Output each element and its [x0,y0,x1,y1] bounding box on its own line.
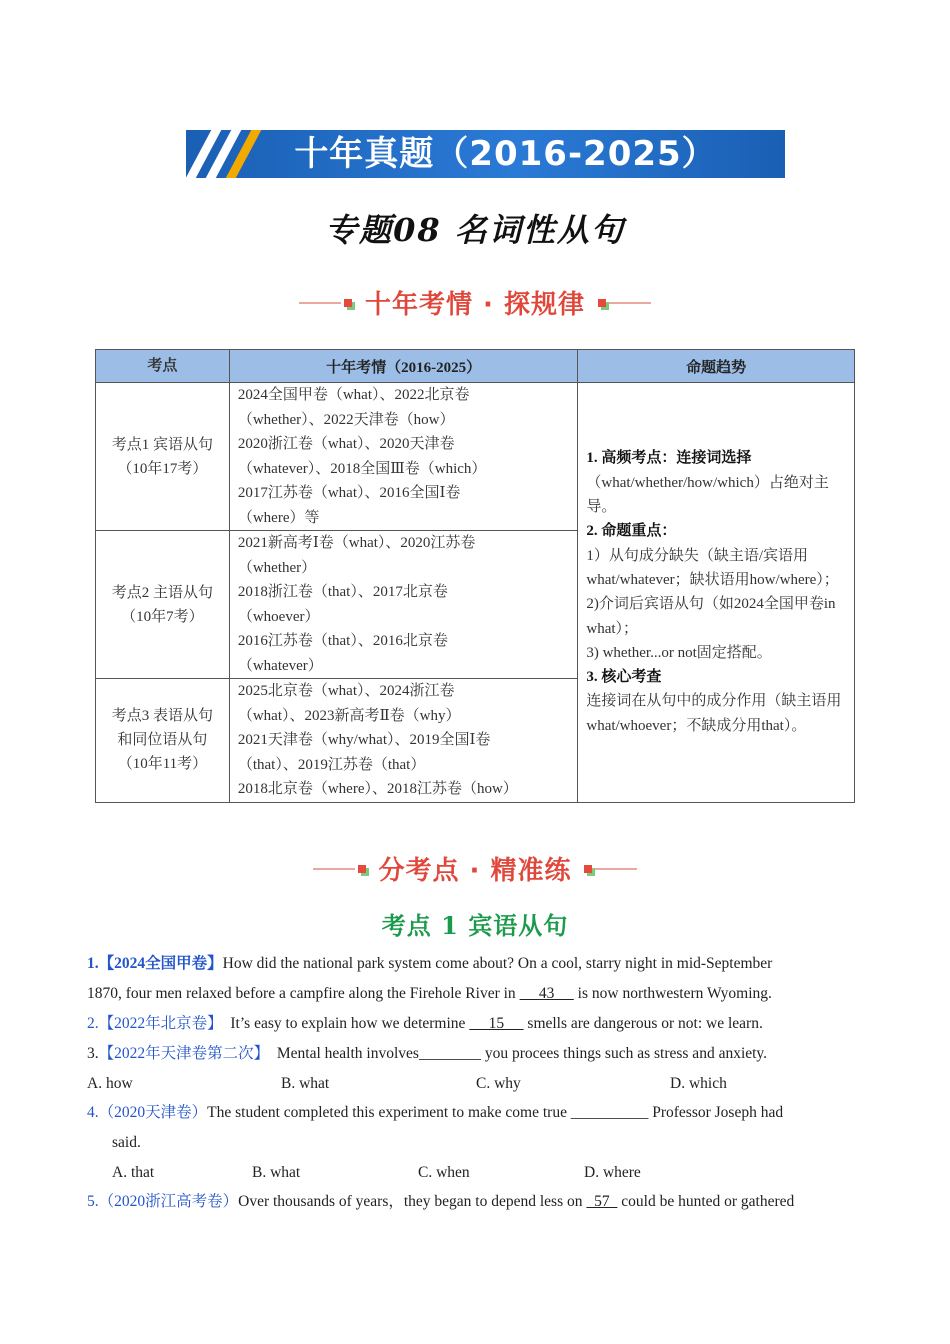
page-title: 专题08 名词性从句 [325,211,625,249]
answer-blank: 57 [586,1193,618,1210]
kaodian-title: 考点 1 宾语从句 [381,911,569,940]
banner-title: 十年真题（2016-2025） [294,134,717,174]
point-cell: 考点3 表语从句 和同位语从句 （10年11考） [96,679,230,803]
history-cell: 2024全国甲卷（what）、2022北京卷 （whether）、2022天津卷（how） 2020浙江卷（what）、2020天津卷 （whatever）、2018全国Ⅲ卷（which） 2017江苏卷（what）、2016全国Ⅰ卷 （where）等 [229,383,578,531]
square-icon [344,299,352,307]
option-c[interactable]: C. why [476,1075,521,1092]
square-icon [358,865,366,873]
section-title: 分考点 · 精准练 [378,856,572,886]
question-2: 2.【2022年北京卷】 It’s easy to explain how we determine 15 smells are dangerous or not: we learn. [87,1015,763,1032]
section-title: 十年考情 · 探规律 [365,290,585,320]
table-row [96,383,855,531]
square-icon [598,299,606,307]
column-header: 命题趋势 [578,350,855,383]
answer-blank: 43 [519,985,574,1002]
option-d[interactable]: D. which [670,1075,727,1092]
option-b[interactable]: B. what [252,1164,301,1181]
exam-table [95,349,855,803]
trend-cell: 1. 高频考点：连接词选择 （what/whether/how/which）占绝对主导。 2. 命题重点： 1）从句成分缺失（缺主语/宾语用what/whatever；缺状语用how/where）； 2)介词后宾语从句（如2024全国甲卷in what）； 3) whether...or not固定搭配。 3. 核心考查 连接词在从句中的成分作用（缺主语用what/whoever；不缺成分用that）。 [578,383,855,803]
question-3: 3.【2022年天津卷第二次】 Mental health involves________ you procees things such as stress and anxiety. [87,1045,768,1062]
answer-blank: 15 [469,1015,524,1032]
option-a[interactable]: A. that [112,1164,155,1181]
square-icon [584,865,592,873]
column-header: 十年考情（2016-2025） [229,350,578,383]
option-d[interactable]: D. where [584,1164,641,1181]
table-header-row [96,350,855,383]
title-banner [186,130,785,178]
point-cell: 考点2 主语从句 （10年7考） [96,531,230,679]
point-cell: 考点1 宾语从句 （10年17考） [96,383,230,531]
option-a[interactable]: A. how [87,1075,133,1092]
option-c[interactable]: C. when [418,1164,470,1181]
question-5: 5.（2020浙江高考卷）Over thousands of years，they began to depend less on 57 could be hunted or gathered [87,1193,795,1210]
history-cell: 2025北京卷（what）、2024浙江卷 （what）、2023新高考Ⅱ卷（why） 2021天津卷（why/what）、2019全国Ⅰ卷 （that）、2019江苏卷（that） 2018北京卷（where）、2018江苏卷（how） [229,679,578,803]
section-header-2 [0,850,950,887]
section-header-1 [0,284,950,321]
question-1: 1.【2024全国甲卷】How did the national park system come about? On a cool, starry night in mid-September 1870, four men relaxed before a campfire along the Firehole River in 43 is now northwestern Wyoming. [87,955,773,1002]
option-b[interactable]: B. what [281,1075,330,1092]
history-cell: 2021新高考Ⅰ卷（what）、2020江苏卷 （whether） 2018浙江卷（that）、2017北京卷 （whoever） 2016江苏卷（that）、2016北京卷 （whatever） [229,531,578,679]
column-header: 考点 [96,350,230,383]
question-4: 4.（2020天津卷）The student completed this experiment to make come true __________ Professor Joseph had said. [87,1104,784,1151]
